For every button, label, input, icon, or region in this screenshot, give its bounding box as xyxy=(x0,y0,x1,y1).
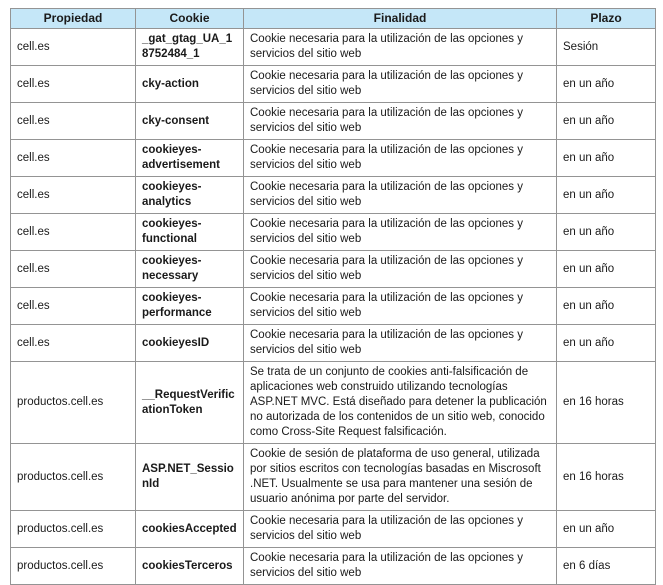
cell-cookie-name: cookieyes-functional xyxy=(136,214,244,251)
cell-propiedad: productos.cell.es xyxy=(11,444,136,511)
cell-propiedad: cell.es xyxy=(11,177,136,214)
cell-propiedad: productos.cell.es xyxy=(11,548,136,585)
cell-plazo: en 16 horas xyxy=(557,362,656,444)
table-row xyxy=(11,444,656,511)
cookies-table xyxy=(10,8,656,585)
table-row xyxy=(11,214,656,251)
cell-cookie-name: _gat_gtag_UA_18752484_1 xyxy=(136,29,244,66)
cell-finalidad: Cookie necesaria para la utilización de las opciones y servicios del sitio web xyxy=(244,288,557,325)
cell-cookie-name: cookieyes-advertisement xyxy=(136,140,244,177)
column-header-finalidad: Finalidad xyxy=(244,9,557,29)
cell-plazo: en 6 días xyxy=(557,548,656,585)
column-header-propiedad: Propiedad xyxy=(11,9,136,29)
cell-plazo: Sesión xyxy=(557,29,656,66)
table-row xyxy=(11,66,656,103)
column-header-cookie: Cookie xyxy=(136,9,244,29)
cell-plazo: en un año xyxy=(557,177,656,214)
column-header-plazo: Plazo xyxy=(557,9,656,29)
cell-propiedad: productos.cell.es xyxy=(11,511,136,548)
cell-cookie-name: cookiesTerceros xyxy=(136,548,244,585)
cell-finalidad: Cookie necesaria para la utilización de las opciones y servicios del sitio web xyxy=(244,548,557,585)
table-row xyxy=(11,288,656,325)
cell-finalidad: Cookie necesaria para la utilización de las opciones y servicios del sitio web xyxy=(244,103,557,140)
table-row xyxy=(11,29,656,66)
cell-propiedad: cell.es xyxy=(11,103,136,140)
cell-plazo: en un año xyxy=(557,511,656,548)
table-row xyxy=(11,548,656,585)
cell-cookie-name: cookieyes-performance xyxy=(136,288,244,325)
cell-propiedad: cell.es xyxy=(11,288,136,325)
cell-cookie-name: cookiesAccepted xyxy=(136,511,244,548)
cell-finalidad: Cookie necesaria para la utilización de las opciones y servicios del sitio web xyxy=(244,140,557,177)
cell-propiedad: cell.es xyxy=(11,251,136,288)
cell-plazo: en un año xyxy=(557,66,656,103)
cell-plazo: en un año xyxy=(557,140,656,177)
cell-propiedad: cell.es xyxy=(11,214,136,251)
cell-cookie-name: cky-consent xyxy=(136,103,244,140)
cell-finalidad: Cookie necesaria para la utilización de las opciones y servicios del sitio web xyxy=(244,177,557,214)
cell-cookie-name: cookieyes-analytics xyxy=(136,177,244,214)
cell-finalidad: Cookie necesaria para la utilización de las opciones y servicios del sitio web xyxy=(244,214,557,251)
cell-propiedad: cell.es xyxy=(11,66,136,103)
table-row xyxy=(11,251,656,288)
table-row xyxy=(11,325,656,362)
table-row xyxy=(11,362,656,444)
cell-finalidad: Cookie necesaria para la utilización de las opciones y servicios del sitio web xyxy=(244,66,557,103)
cell-plazo: en 16 horas xyxy=(557,444,656,511)
cell-plazo: en un año xyxy=(557,251,656,288)
cell-cookie-name: cky-action xyxy=(136,66,244,103)
cell-finalidad: Cookie necesaria para la utilización de las opciones y servicios del sitio web xyxy=(244,29,557,66)
cell-cookie-name: __RequestVerificationToken xyxy=(136,362,244,444)
cell-propiedad: productos.cell.es xyxy=(11,362,136,444)
cell-propiedad: cell.es xyxy=(11,325,136,362)
cell-propiedad: cell.es xyxy=(11,29,136,66)
table-row xyxy=(11,140,656,177)
table-header-row xyxy=(11,9,656,29)
cell-propiedad: cell.es xyxy=(11,140,136,177)
table-row xyxy=(11,511,656,548)
cell-finalidad: Cookie necesaria para la utilización de las opciones y servicios del sitio web xyxy=(244,511,557,548)
cell-cookie-name: cookieyesID xyxy=(136,325,244,362)
cell-finalidad: Cookie necesaria para la utilización de las opciones y servicios del sitio web xyxy=(244,325,557,362)
cell-plazo: en un año xyxy=(557,325,656,362)
cell-finalidad: Cookie necesaria para la utilización de las opciones y servicios del sitio web xyxy=(244,251,557,288)
cell-plazo: en un año xyxy=(557,288,656,325)
cell-cookie-name: cookieyes-necessary xyxy=(136,251,244,288)
cell-cookie-name: ASP.NET_SessionId xyxy=(136,444,244,511)
table-row xyxy=(11,103,656,140)
cell-plazo: en un año xyxy=(557,214,656,251)
cell-finalidad: Se trata de un conjunto de cookies anti-falsificación de aplicaciones web construido utilizando tecnologías ASP.NET MVC. Está diseñado para detener la publicación no autorizada de los contenidos de un sitio web, conocido como Cross-Site Request falsificación. xyxy=(244,362,557,444)
cell-finalidad: Cookie de sesión de plataforma de uso general, utilizada por sitios escritos con tecnologías basadas en Miscrosoft .NET. Usualmente se usa para mantener una sesión de usuario anónima por parte del servidor. xyxy=(244,444,557,511)
cell-plazo: en un año xyxy=(557,103,656,140)
table-row xyxy=(11,177,656,214)
